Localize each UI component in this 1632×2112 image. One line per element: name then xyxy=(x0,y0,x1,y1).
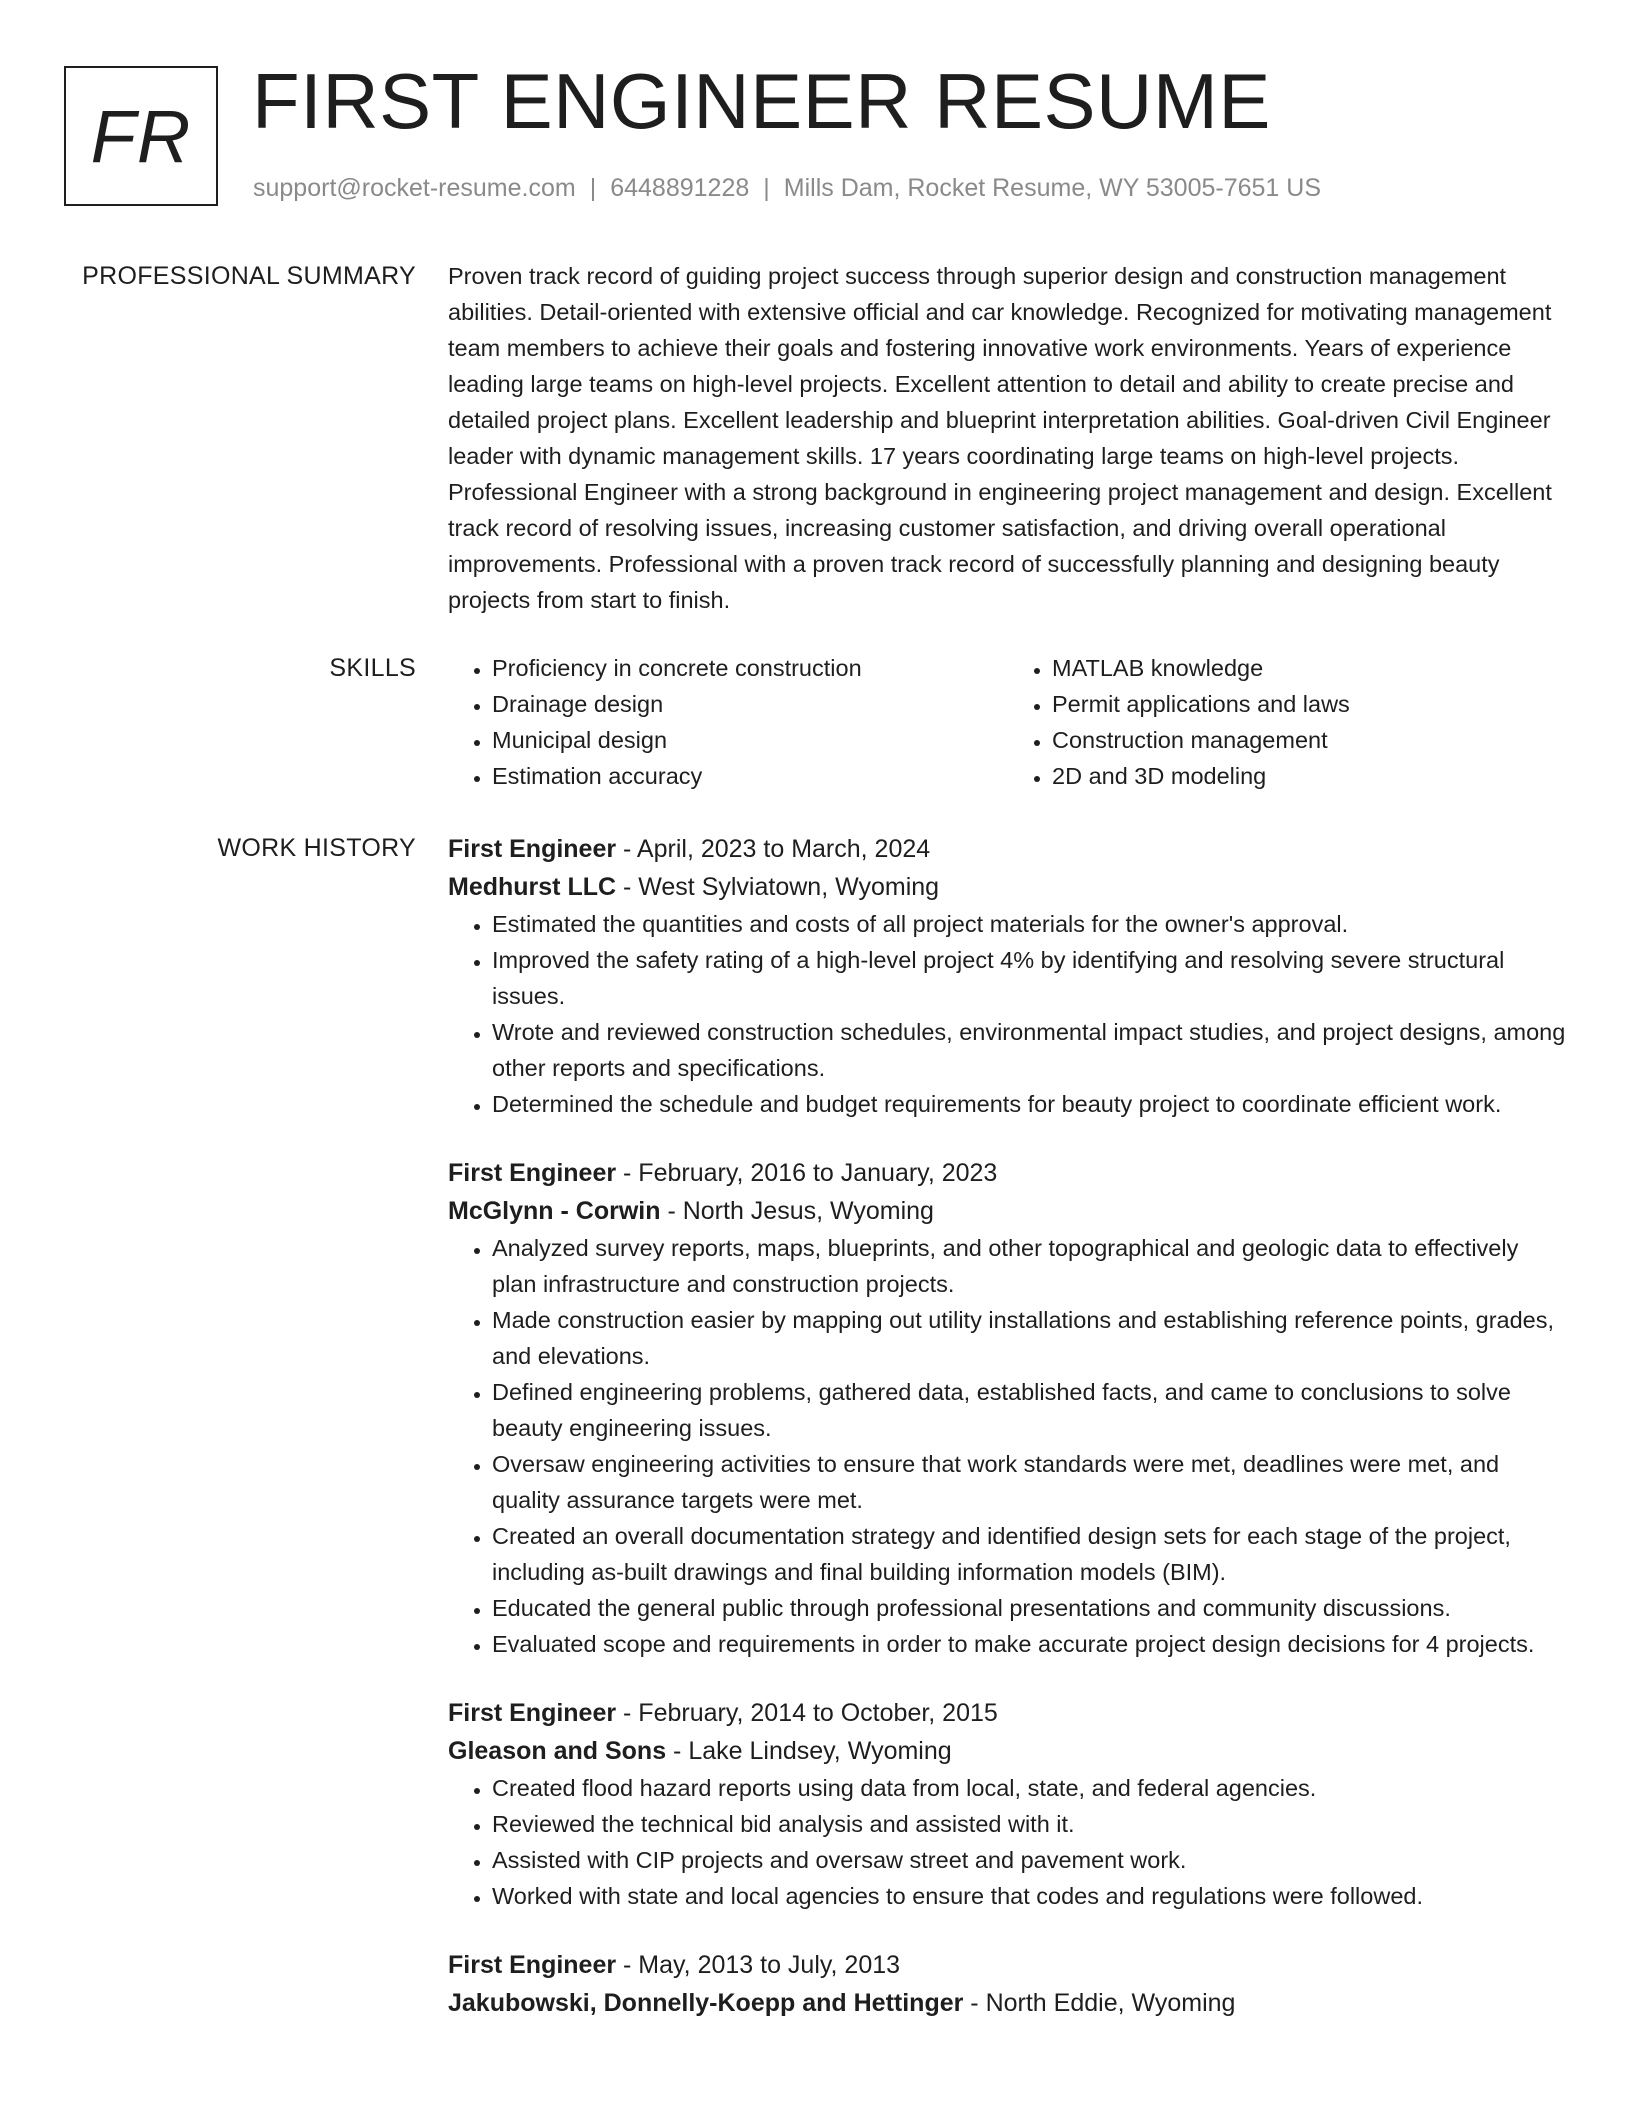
job-duty: • Educated the general public through professional presentations and community discussions. xyxy=(492,1590,1568,1626)
job-location: - West Sylviatown, Wyoming xyxy=(616,873,940,901)
summary-text: Proven track record of guiding project success through superior design and construction management abilities. Detail-oriented with extensive official and car knowledge. Recognized for motivating management team members to achieve their goals and fostering innovative work environments. Years of experience leading large teams on high-level projects. Excellent attention to detail and ability to create precise and detailed project plans. Excellent leadership and blueprint interpretation abilities. Goal-driven Civil Engineer leader with dynamic management skills. 17 years coordinating large teams on high-level projects. Professional Engineer with a strong background in engineering project management and design. Excellent track record of resolving issues, increasing customer satisfaction, and driving overall operational improvements. Professional with a proven track record of successfully planning and designing beauty projects from start to finish. xyxy=(448,263,1552,613)
job-duty: • Evaluated scope and requirements in order to make accurate project design decisions for 4 projects. xyxy=(492,1626,1568,1662)
job-title-line xyxy=(448,830,1568,868)
job-location: - North Jesus, Wyoming xyxy=(660,1197,934,1225)
job-title-line xyxy=(448,1694,1568,1732)
job-duty: • Estimated the quantities and costs of all project materials for the owner's approval. xyxy=(492,906,1568,942)
skills-heading: SKILLS xyxy=(329,654,416,682)
skill-item: • Estimation accuracy xyxy=(492,758,1008,794)
job-dates: - April, 2023 to March, 2024 xyxy=(616,835,931,863)
summary-heading: PROFESSIONAL SUMMARY xyxy=(82,262,416,290)
contact-separator: | xyxy=(589,174,597,202)
skill-item: • Permit applications and laws xyxy=(1052,686,1568,722)
job-dates: - May, 2013 to July, 2013 xyxy=(616,1951,901,1979)
skill-item: • 2D and 3D modeling xyxy=(1052,758,1568,794)
job-dates: - February, 2014 to October, 2015 xyxy=(616,1699,998,1727)
work-history-heading: WORK HISTORY xyxy=(217,834,416,862)
job-duty: • Made construction easier by mapping out utility installations and establishing reference points, grades, and elevations. xyxy=(492,1302,1568,1374)
resume-title: FIRST ENGINEER RESUME xyxy=(252,57,1271,145)
contact-address: Mills Dam, Rocket Resume, WY 53005-7651 US xyxy=(783,174,1322,202)
job-company: Jakubowski, Donnelly-Koepp and Hettinger xyxy=(448,1989,964,2017)
job-title-line xyxy=(448,1154,1568,1192)
skill-item: • Municipal design xyxy=(492,722,1008,758)
job-title: First Engineer xyxy=(448,1159,617,1187)
job-title: First Engineer xyxy=(448,835,617,863)
skills-list-left xyxy=(448,650,1008,794)
job-location: - Lake Lindsey, Wyoming xyxy=(666,1737,952,1765)
job-company-line xyxy=(448,1732,1568,1770)
job-duty: • Improved the safety rating of a high-level project 4% by identifying and resolving severe structural issues. xyxy=(492,942,1568,1014)
skill-item: • MATLAB knowledge xyxy=(1052,650,1568,686)
job-duty: • Created an overall documentation strategy and identified design sets for each stage of the project, including as-built drawings and final building information models (BIM). xyxy=(492,1518,1568,1590)
skill-item: • Proficiency in concrete construction xyxy=(492,650,1008,686)
job-company: McGlynn - Corwin xyxy=(448,1197,661,1225)
job-duty: • Determined the schedule and budget requirements for beauty project to coordinate efficient work. xyxy=(492,1086,1568,1122)
job-entry xyxy=(448,830,1568,1122)
summary-body xyxy=(448,258,1568,618)
skill-item: • Construction management xyxy=(1052,722,1568,758)
skills-body xyxy=(448,650,1568,794)
contact-email: support@rocket-resume.com xyxy=(253,174,576,202)
job-company-line xyxy=(448,1192,1568,1230)
skills-list-right xyxy=(1008,650,1568,794)
job-title-line xyxy=(448,1946,1568,1984)
job-duty: • Oversaw engineering activities to ensure that work standards were met, deadlines were met, and quality assurance targets were met. xyxy=(492,1446,1568,1518)
job-company-line xyxy=(448,868,1568,906)
contact-line xyxy=(253,174,1321,203)
job-company: Gleason and Sons xyxy=(448,1737,667,1765)
job-duties xyxy=(448,906,1568,1122)
job-duty: • Defined engineering problems, gathered data, established facts, and came to conclusions to solve beauty engineering issues. xyxy=(492,1374,1568,1446)
work-history-body xyxy=(448,830,1568,2054)
job-location: - North Eddie, Wyoming xyxy=(963,1989,1236,2017)
job-duty: • Worked with state and local agencies to ensure that codes and regulations were followed. xyxy=(492,1878,1568,1914)
job-entry xyxy=(448,1694,1568,1914)
job-entry xyxy=(448,1946,1568,2022)
job-company-line xyxy=(448,1984,1568,2022)
job-duty: • Reviewed the technical bid analysis and assisted with it. xyxy=(492,1806,1568,1842)
job-duty: • Created flood hazard reports using data from local, state, and federal agencies. xyxy=(492,1770,1568,1806)
job-title: First Engineer xyxy=(448,1699,617,1727)
job-duty: • Analyzed survey reports, maps, blueprints, and other topographical and geologic data to effectively plan infrastructure and construction projects. xyxy=(492,1230,1568,1302)
job-duty: • Wrote and reviewed construction schedules, environmental impact studies, and project designs, among other reports and specifications. xyxy=(492,1014,1568,1086)
job-entry xyxy=(448,1154,1568,1662)
job-title: First Engineer xyxy=(448,1951,617,1979)
job-duty: • Assisted with CIP projects and oversaw street and pavement work. xyxy=(492,1842,1568,1878)
job-dates: - February, 2016 to January, 2023 xyxy=(616,1159,998,1187)
contact-separator: | xyxy=(763,174,770,202)
job-duties xyxy=(448,1230,1568,1662)
job-company: Medhurst LLC xyxy=(448,873,617,901)
job-duties xyxy=(448,1770,1568,1914)
contact-phone: 6448891228 xyxy=(610,174,750,202)
monogram-initials: FR xyxy=(90,94,192,178)
skill-item: • Drainage design xyxy=(492,686,1008,722)
monogram-logo xyxy=(64,66,218,206)
